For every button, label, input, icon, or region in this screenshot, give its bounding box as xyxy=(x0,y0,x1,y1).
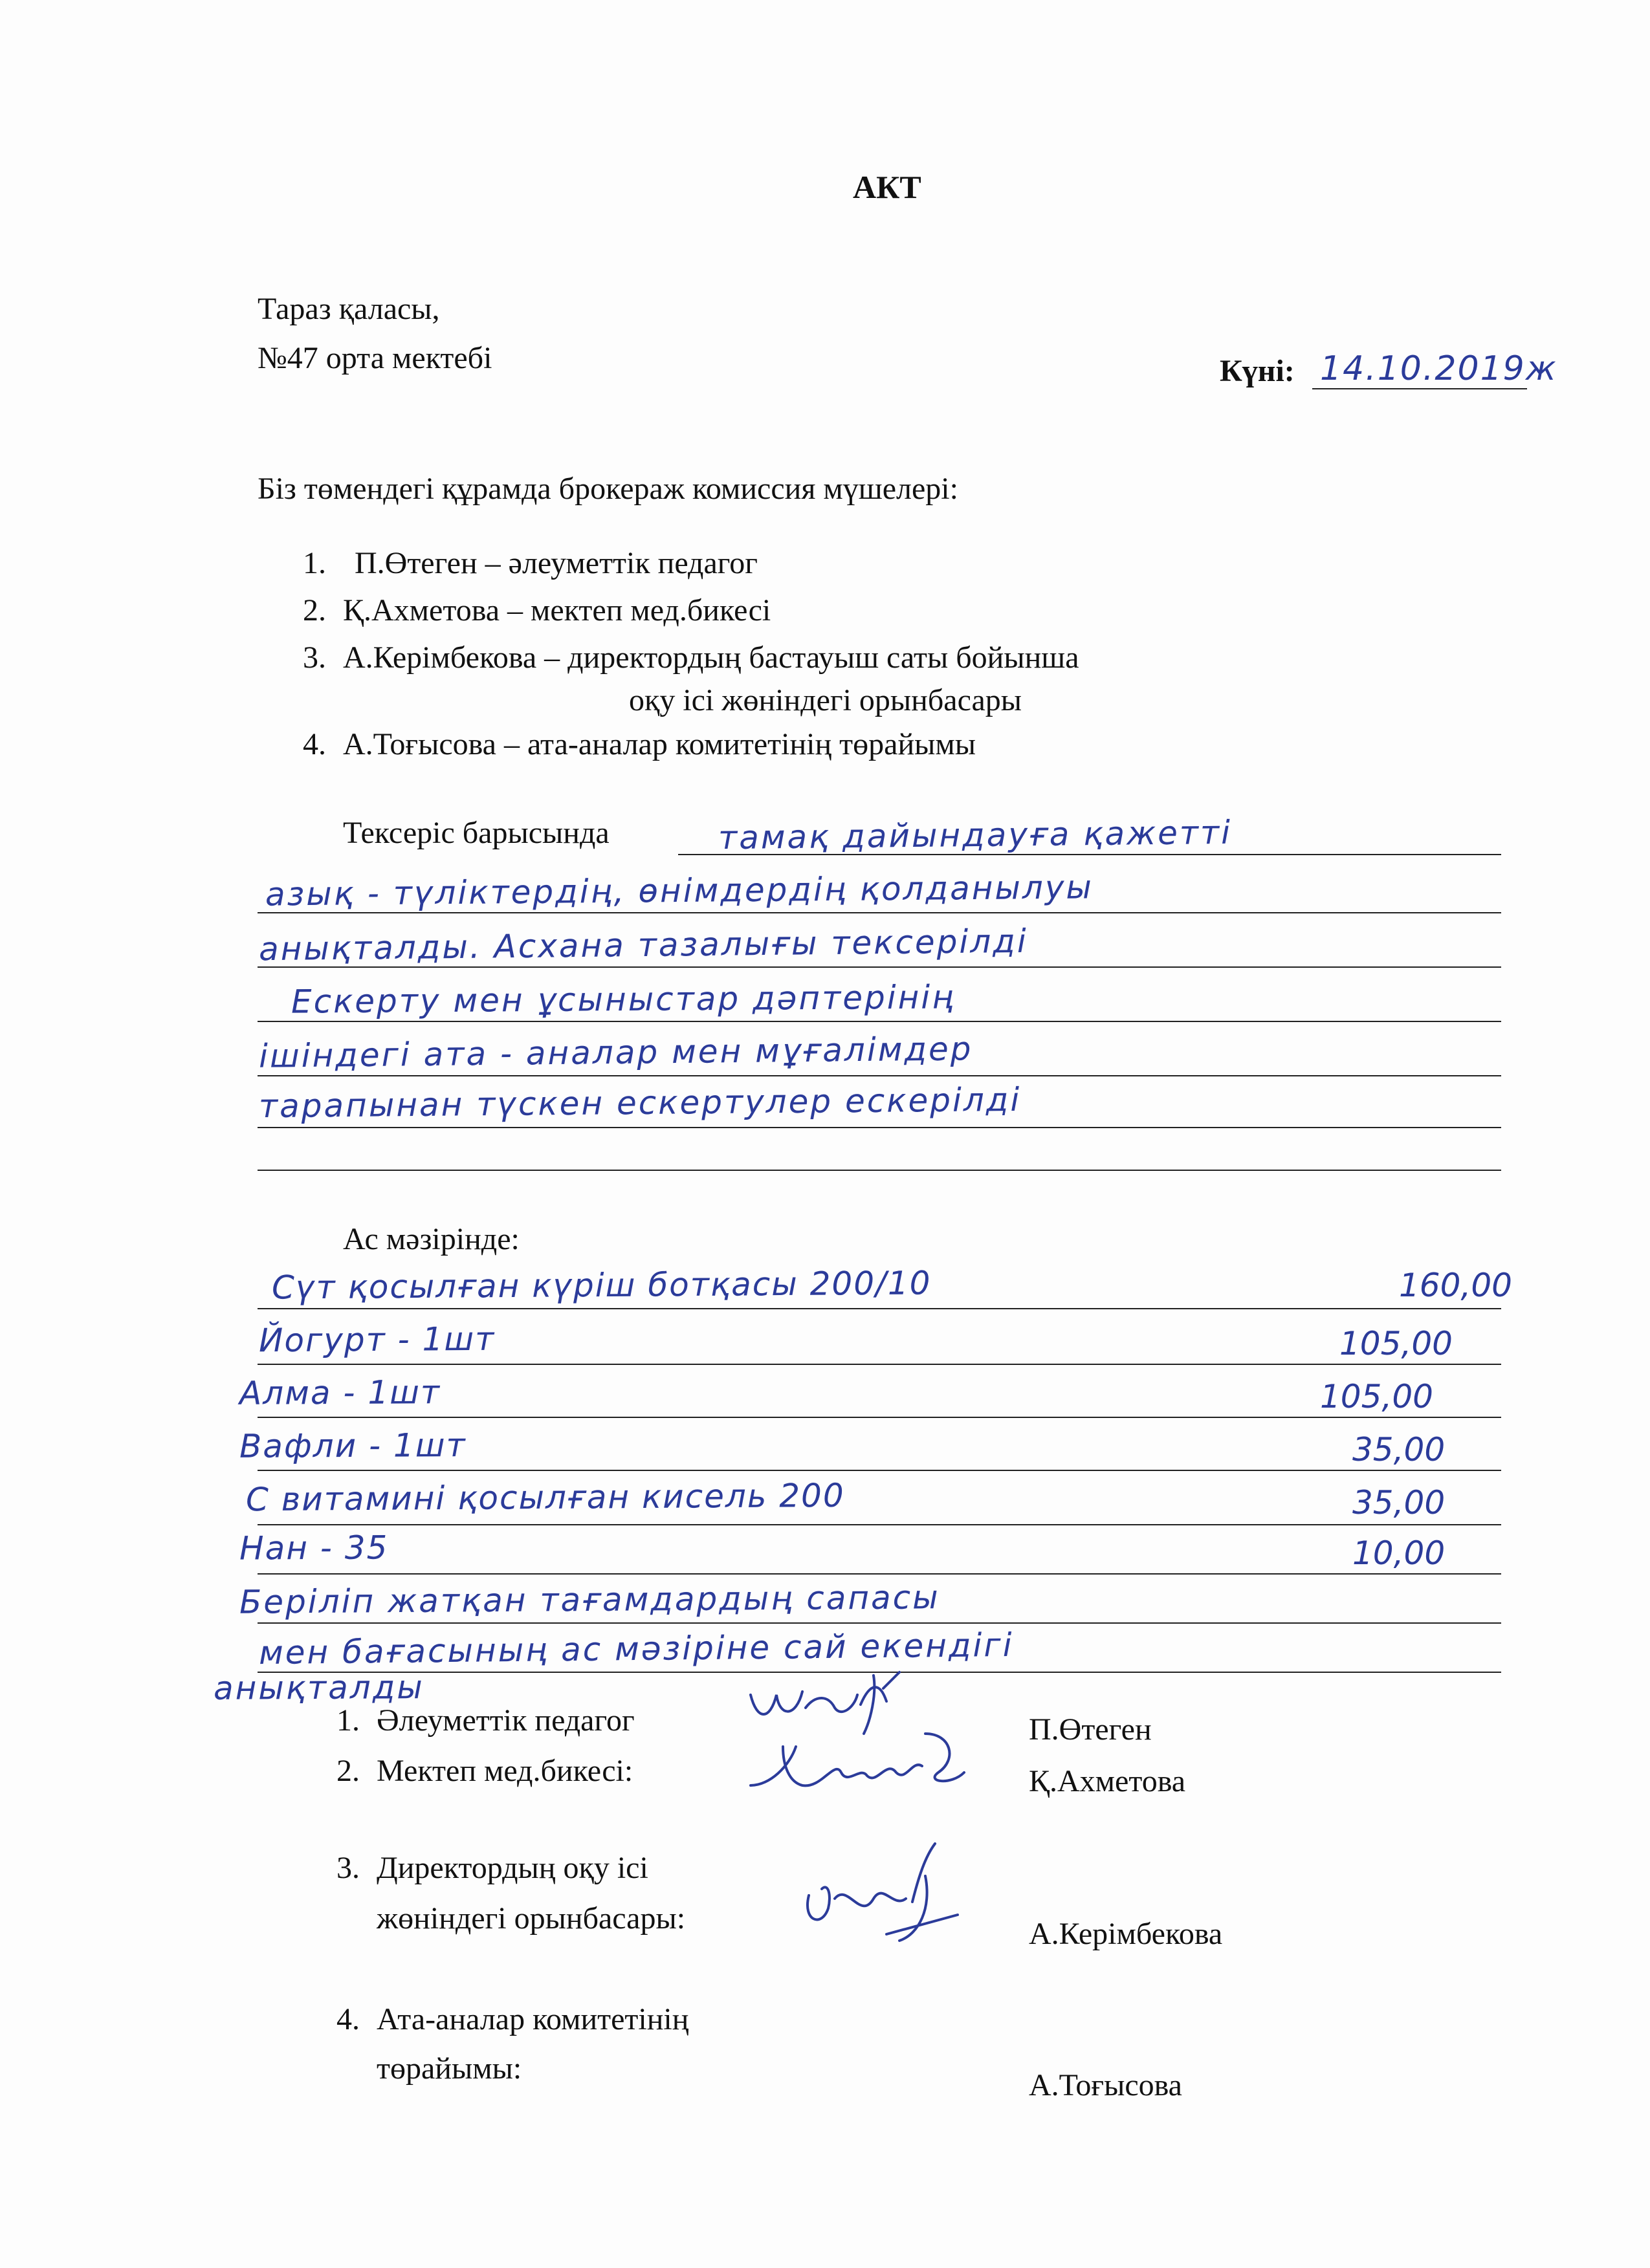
handwritten-note-line: мен бағасының ас мәзіріне сай екендігі xyxy=(258,1626,1014,1672)
date-handwritten: 14.10.2019ж xyxy=(1320,349,1557,388)
ruled-line xyxy=(258,1075,1501,1076)
signatory-role-line2: жөніндегі орынбасары: xyxy=(377,1901,686,1935)
ruled-line xyxy=(258,1622,1501,1624)
menu-item: Вафли - 1шт xyxy=(239,1426,467,1465)
signatory-role: 3. Директордың оқу ісі xyxy=(336,1851,648,1885)
handwritten-note-line: анықталды xyxy=(213,1668,424,1707)
signatory-name: А.Тоғысова xyxy=(1029,2068,1182,2102)
signatory-role: 1. Әлеуметтік педагог xyxy=(336,1703,635,1738)
menu-item: Сүт қосылған күріш ботқасы 200/10 xyxy=(271,1264,932,1307)
ruled-line xyxy=(258,1470,1501,1471)
ruled-line xyxy=(258,1524,1501,1525)
ruled-line xyxy=(258,1127,1501,1128)
signature-3 xyxy=(796,1837,984,1947)
ruled-line xyxy=(258,1417,1501,1418)
menu-item-price: 105,00 xyxy=(1339,1325,1453,1362)
menu-label: Ас мәзірінде: xyxy=(343,1222,520,1256)
date-underline xyxy=(1312,388,1527,389)
handwritten-note-line: ішіндегі ата - аналар мен мұғалімдер xyxy=(258,1030,973,1075)
date-label: Күні: xyxy=(1220,354,1295,388)
ruled-line xyxy=(258,912,1501,913)
ruled-line xyxy=(258,1308,1501,1309)
city-label: Тараз қаласы, xyxy=(258,292,440,326)
list-item: 4. А.Тоғысова – ата-аналар комитетінің төрайымы xyxy=(303,727,976,761)
handwritten-note-line: Беріліп жатқан тағамдардың сапасы xyxy=(239,1578,940,1621)
signatory-role: 4. Ата-аналар комитетінің xyxy=(336,2002,689,2036)
menu-item: Алма - 1шт xyxy=(239,1373,441,1412)
signatory-name: П.Өтеген xyxy=(1029,1712,1152,1747)
ruled-line xyxy=(258,1364,1501,1365)
menu-item-price: 160,00 xyxy=(1399,1267,1512,1304)
handwritten-note-line: анықталды. Асхана тазалығы тексерілді xyxy=(258,922,1028,968)
list-item-continuation: оқу ісі жөніндегі орынбасары xyxy=(629,683,1022,717)
handwritten-note-line: тамақ дайындауға қажетті xyxy=(718,813,1233,857)
menu-item-price: 105,00 xyxy=(1320,1378,1433,1415)
menu-item-price: 35,00 xyxy=(1352,1431,1446,1468)
menu-item: Йогурт - 1шт xyxy=(258,1320,496,1360)
list-item: 2. Қ.Ахметова – мектеп мед.бикесі xyxy=(303,593,771,627)
list-item: 3. А.Керімбекова – директордың бастауыш саты бойынша xyxy=(303,640,1079,675)
signature-2 xyxy=(744,1721,977,1811)
menu-item: Нан - 35 xyxy=(239,1529,389,1567)
menu-item: С витамині қосылған кисель 200 xyxy=(245,1476,845,1519)
signatory-name: А.Керімбекова xyxy=(1029,1917,1223,1951)
signatory-role: 2. Мектеп мед.бикесі: xyxy=(336,1754,633,1788)
ruled-line xyxy=(258,1170,1501,1171)
handwritten-note-line: Ескерту мен ұсыныстар дәптерінің xyxy=(291,978,956,1021)
inspection-label: Тексеріс барысында xyxy=(343,816,610,850)
menu-item-price: 10,00 xyxy=(1352,1534,1446,1572)
ruled-line xyxy=(258,966,1501,968)
signatory-name: Қ.Ахметова xyxy=(1029,1764,1186,1798)
school-label: №47 орта мектебі xyxy=(258,341,492,375)
menu-item-price: 35,00 xyxy=(1352,1484,1446,1521)
handwritten-note-line: азық - түліктердің, өнімдердің қолданылуы xyxy=(265,868,1094,913)
commission-intro: Біз төмендегі құрамда брокераж комиссия мүшелері: xyxy=(258,472,958,506)
list-item: 1. П.Өтеген – әлеуметтік педагог xyxy=(303,546,758,580)
signatory-role-line2: төрайымы: xyxy=(377,2051,522,2086)
handwritten-note-line: тарапынан түскен ескертулер ескерілді xyxy=(258,1080,1022,1126)
ruled-line xyxy=(258,1573,1501,1575)
ruled-line xyxy=(258,1021,1501,1022)
document-title: АКТ xyxy=(853,169,921,205)
